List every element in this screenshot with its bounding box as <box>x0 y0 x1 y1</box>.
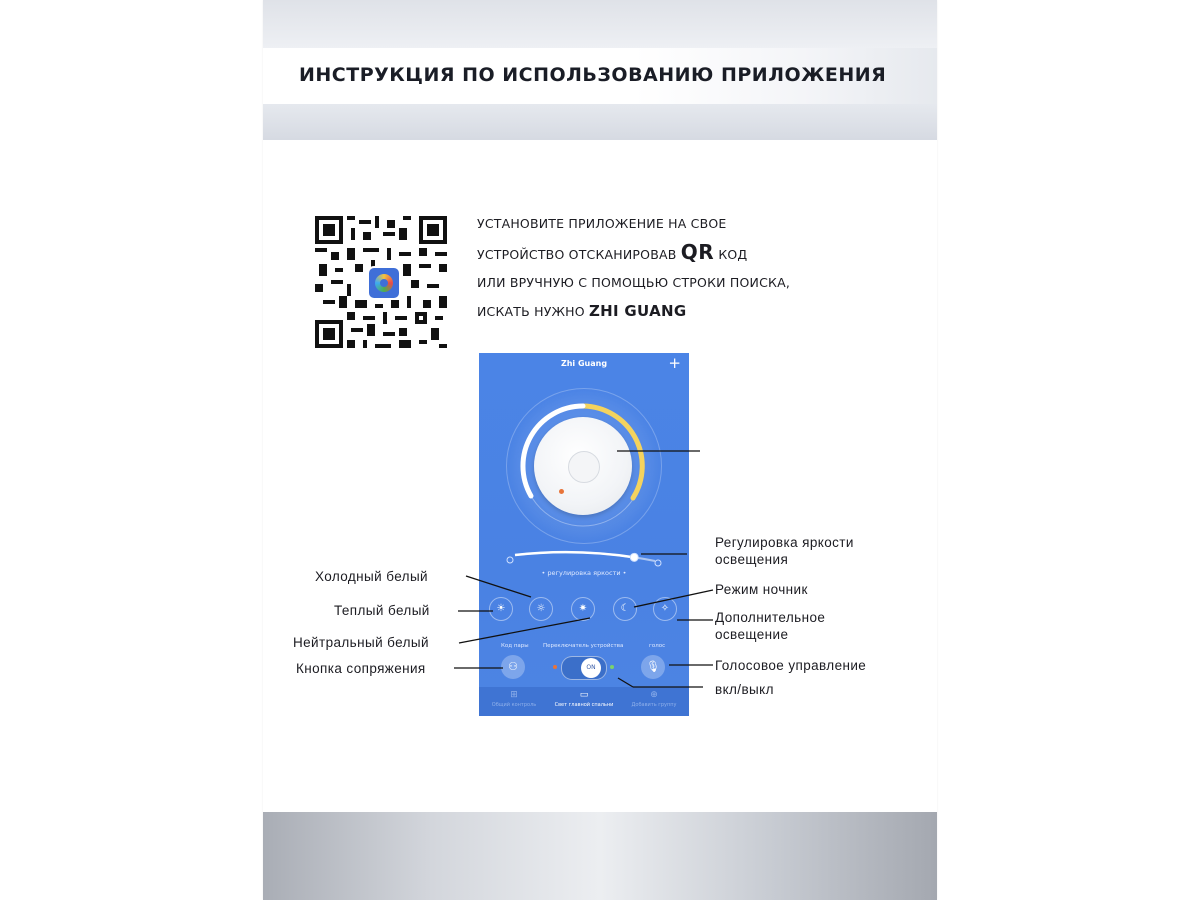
extra-light-label: Дополнительное освещение <box>715 610 826 642</box>
pair-button-label: Кнопка сопряжения <box>296 661 426 676</box>
instruction-line-3: ИЛИ ВРУЧНУЮ С ПОМОЩЬЮ СТРОКИ ПОИСКА, <box>477 275 790 290</box>
switch-caption: Переключатель устройства <box>543 643 624 649</box>
extra-light-icon[interactable]: ✧ <box>653 597 677 621</box>
zhi-guang-app-logo <box>367 266 401 300</box>
tab-general-control[interactable]: ⊞ Общий контроль <box>479 687 549 716</box>
neutral-white-label: Нейтральный белый <box>293 635 429 650</box>
tab-master-bedroom-light[interactable]: ▭ Свет главной спальни <box>549 687 619 716</box>
warm-white-icon[interactable]: ☀ <box>489 597 513 621</box>
plus-circle-icon: ⊕ <box>650 690 658 700</box>
power-switch[interactable] <box>561 656 607 680</box>
cold-white-icon[interactable]: ☼ <box>529 597 553 621</box>
add-device-icon[interactable]: + <box>668 354 681 372</box>
brightness-slider[interactable] <box>505 549 663 569</box>
instruction-line-4: ИСКАТЬ НУЖНО ZHI GUANG <box>477 302 687 320</box>
light-mode-row <box>479 597 689 625</box>
night-mode-icon[interactable]: ☾ <box>613 597 637 621</box>
brightness-caption: • регулировка яркости • <box>541 569 627 577</box>
knob-indicator <box>559 489 564 494</box>
app-name: ZHI GUANG <box>589 302 687 320</box>
on-off-label: вкл/выкл <box>715 682 774 697</box>
tab-add-group[interactable]: ⊕ Добавить группу <box>619 687 689 716</box>
instruction-line-2: УСТРОЙСТВО ОТСКАНИРОВАВ QR КОД <box>477 240 748 264</box>
instruction-line-1: УСТАНОВИТЕ ПРИЛОЖЕНИЕ НА СВОЕ <box>477 216 727 231</box>
pair-caption: Код пары <box>501 643 529 649</box>
warm-white-label: Теплый белый <box>334 603 430 618</box>
power-switch-knob: ON <box>581 658 601 678</box>
knob-center <box>568 451 600 483</box>
install-instructions <box>477 210 790 326</box>
qr-word: QR <box>680 240 715 264</box>
off-led <box>553 665 557 669</box>
pair-button[interactable]: ⚇ <box>501 655 525 679</box>
footer-band <box>263 812 937 900</box>
instruction-sheet <box>263 0 937 900</box>
bed-icon: ▭ <box>579 690 589 700</box>
color-temperature-knob[interactable] <box>534 417 632 515</box>
cold-white-label: Холодный белый <box>315 569 428 584</box>
voice-button[interactable]: 🎙 <box>641 655 665 679</box>
on-led <box>610 665 614 669</box>
bottom-tab-bar <box>479 687 689 716</box>
neutral-white-icon[interactable]: ✷ <box>571 597 595 621</box>
app-title: Zhi Guang <box>560 359 608 368</box>
voice-caption: голос <box>649 643 666 649</box>
brightness-label: Регулировка яркости освещения <box>715 535 854 567</box>
app-screenshot <box>479 353 689 716</box>
page-title: ИНСТРУКЦИЯ ПО ИСПОЛЬЗОВАНИЮ ПРИЛОЖЕНИЯ <box>299 64 887 86</box>
voice-control-label: Голосовое управление <box>715 658 867 673</box>
grid-icon: ⊞ <box>510 690 518 700</box>
night-mode-label: Режим ночник <box>715 582 808 597</box>
